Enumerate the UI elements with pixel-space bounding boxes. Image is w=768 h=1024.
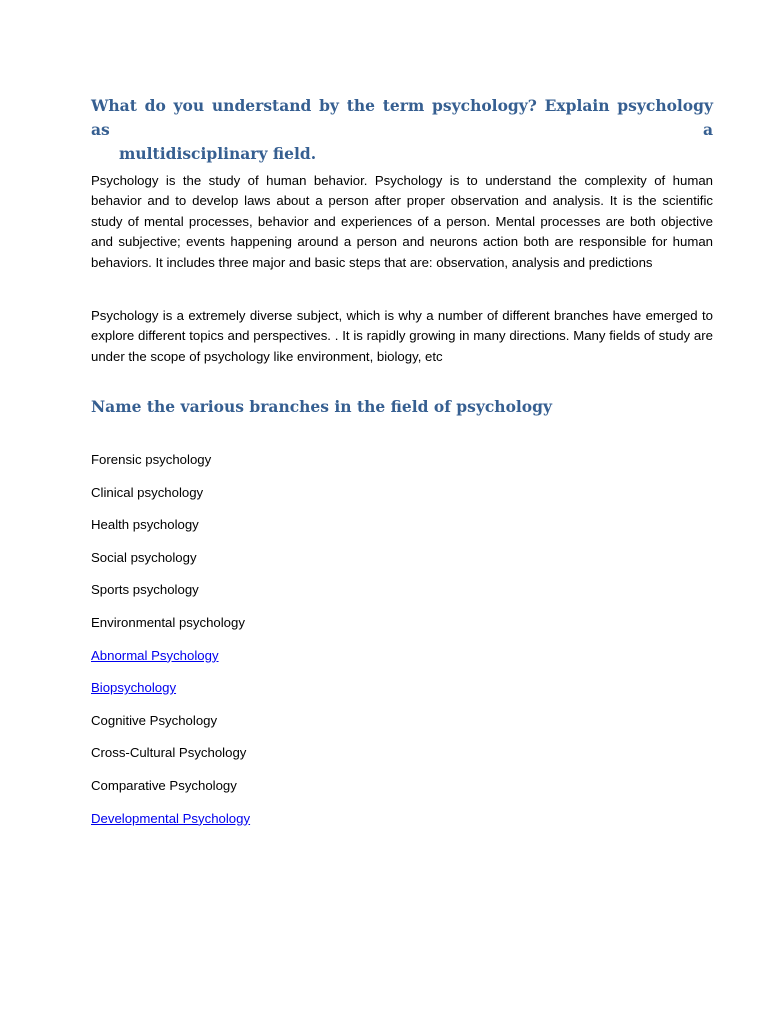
list-item <box>91 580 250 613</box>
branch-label: Social psychology <box>91 549 197 565</box>
question-heading <box>91 94 713 166</box>
branch-label: Environmental psychology <box>91 614 245 630</box>
list-item <box>91 678 250 711</box>
diversity-paragraph: Psychology is a extremely diverse subject, which is why a number of different branches have emerged to explore different topics and perspectives. . It is rapidly growing in many directions. Many fields of study are under the scope of psychology like environment, biology, etc <box>91 308 713 364</box>
developmental-psychology-link[interactable]: Developmental Psychology <box>91 810 251 826</box>
list-item <box>91 809 250 842</box>
list-item <box>91 483 250 516</box>
question-heading-line-1: What do you understand by the term psychology? Explain psychology as a <box>91 96 713 139</box>
branch-label: Sports psychology <box>91 582 199 598</box>
list-item <box>91 515 250 548</box>
branch-label: Clinical psychology <box>91 484 204 500</box>
list-item <box>91 613 250 646</box>
branches-list <box>91 450 250 841</box>
list-item <box>91 548 250 581</box>
question-heading-line-2: multidisciplinary field. <box>119 144 317 163</box>
list-item <box>91 450 250 483</box>
branch-label: Comparative Psychology <box>91 777 237 793</box>
definition-paragraph: Psychology is the study of human behavior. Psychology is to understand the complexity of human behavior and to develop laws about a person after proper observation and analysis. It is the scientific study of mental processes, behavior and experiences of a person. Mental processes are both objective and subjective; events happening around a person and neurons action both are responsible for human behaviors. It includes three major and basic steps that are: observation, analysis and predictions <box>91 173 713 270</box>
branch-label: Cognitive Psychology <box>91 712 218 728</box>
biopsychology-link[interactable]: Biopsychology <box>91 680 177 696</box>
branch-label: Health psychology <box>91 517 199 533</box>
list-item <box>91 711 250 744</box>
list-item <box>91 646 250 679</box>
abnormal-psychology-link[interactable]: Abnormal Psychology <box>91 647 219 663</box>
branch-label: Cross-Cultural Psychology <box>91 745 247 761</box>
list-item <box>91 743 250 776</box>
branch-label: Forensic psychology <box>91 452 212 467</box>
list-item <box>91 776 250 809</box>
branches-heading: Name the various branches in the field of psychology <box>91 397 552 416</box>
